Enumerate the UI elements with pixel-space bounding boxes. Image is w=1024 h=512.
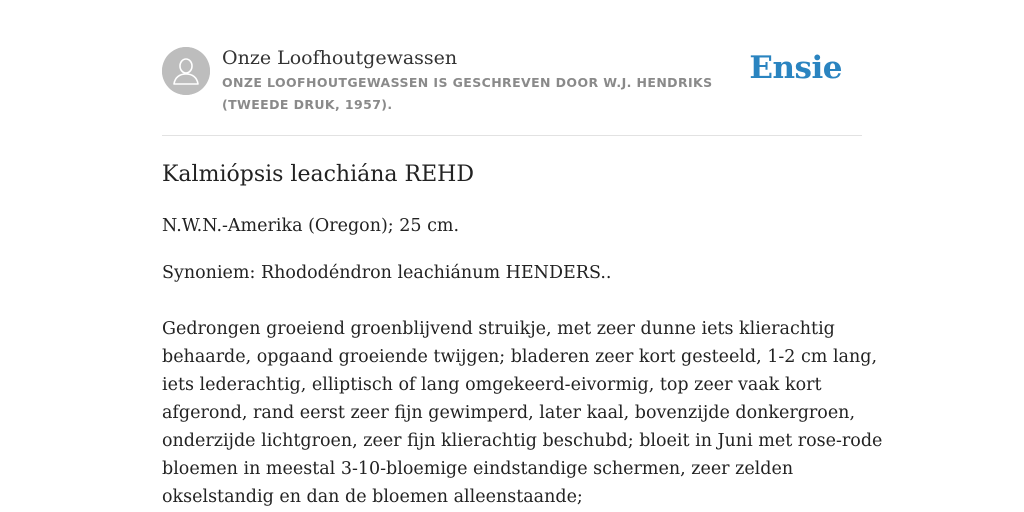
description-line: Gedrongen groeiend groenblijvend struikje, met zeer dunne iets klierachtig	[162, 319, 835, 339]
user-icon	[162, 47, 210, 95]
description-line: behaarde, opgaand groeiende twijgen; bladeren zeer kort gesteeld, 1-2 cm lang,	[162, 347, 878, 367]
description-line: iets lederachtig, elliptisch of lang omgekeerd-eivormig, top zeer vaak kort	[162, 375, 822, 395]
entry-origin: N.W.N.-Amerika (Oregon); 25 cm.	[162, 216, 460, 236]
source-title[interactable]: Onze Loofhoutgewassen	[222, 47, 458, 69]
source-description: ONZE LOOFHOUTGEWASSEN IS GESCHREVEN DOOR W.J. HENDRIKS (TWEEDE DRUK, 1957).	[222, 75, 713, 112]
description-line: okselstandig en dan de bloemen alleenstaande;	[162, 487, 583, 507]
entry-title: Kalmiópsis leachiána REHD	[162, 162, 474, 187]
source-header	[162, 46, 862, 118]
description-line: onderzijde lichtgroen, zeer fijn klierachtig beschubd; bloeit in Juni met rose-rode	[162, 431, 883, 451]
description-line: bloemen in meestal 3-10-bloemige eindstandige schermen, zeer zelden	[162, 459, 794, 479]
ensie-logo[interactable]: Ensie	[749, 50, 842, 86]
entry-description	[162, 315, 882, 511]
header-divider	[162, 135, 862, 136]
description-line: afgerond, rand eerst zeer fijn gewimperd, later kaal, bovenzijde donkergroen,	[162, 403, 856, 423]
entry-synonym: Synoniem: Rhododéndron leachiánum HENDERS..	[162, 263, 612, 283]
